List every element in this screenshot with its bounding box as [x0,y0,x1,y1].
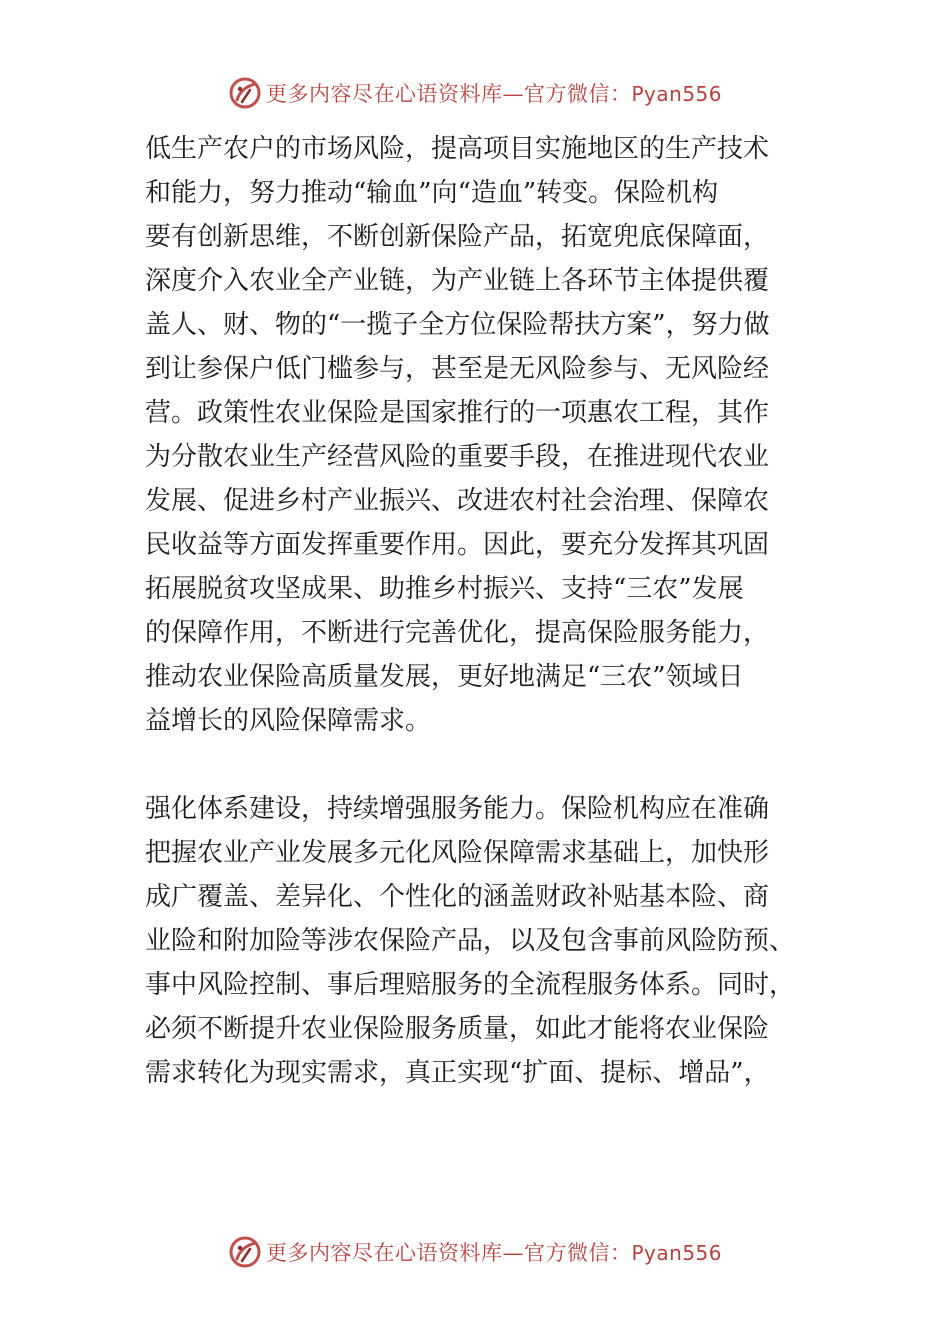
text-line: 事中风险控制、事后理赔服务的全流程服务体系。同时， [145,970,796,1000]
brand-logo-icon [228,1235,262,1269]
footer-watermark [0,1232,950,1272]
footer-wechat-label: 官方微信： [523,1241,632,1265]
text-line: 益增长的风险保障需求。 [145,706,432,736]
text-line: 民收益等方面发挥重要作用。因此，要充分发挥其巩固 [145,530,770,560]
document-body [145,127,815,1095]
text-line: 盖人、财、物的“一揽子全方位保险帮扶方案”，努力做 [145,310,770,340]
text-line: 推动农业保险高质量发展，更好地满足“三农”领域日 [145,662,744,692]
brand-logo-icon [228,76,262,110]
footer-brand: 更多内容尽在心语资料库 [265,1241,503,1265]
paragraph-2 [145,787,815,1095]
footer-watermark-text [266,1237,722,1267]
text-line: 拓展脱贫攻坚成果、助推乡村振兴、支持“三农”发展 [145,574,744,604]
header-separator: — [502,82,524,106]
text-line: 需求转化为现实需求，真正实现“扩面、提标、增品”， [145,1058,770,1088]
text-line: 深度介入农业全产业链，为产业链上各环节主体提供覆 [145,266,770,296]
text-line: 成广覆盖、差异化、个性化的涵盖财政补贴基本险、商 [145,882,770,912]
text-line: 和能力，努力推动“输血”向“造血”转变。保险机构 [145,178,719,208]
text-line: 的保障作用，不断进行完善优化，提高保险服务能力， [145,618,770,648]
text-line: 低生产农户的市场风险，提高项目实施地区的生产技术 [145,134,770,164]
paragraph-gap [145,743,815,787]
text-line: 发展、促进乡村产业振兴、改进农村社会治理、保障农 [145,486,770,516]
header-watermark-text [266,78,722,108]
header-brand: 更多内容尽在心语资料库 [265,82,503,106]
header-wechat-id: Pyan556 [631,82,722,106]
text-line: 为分散农业生产经营风险的重要手段，在推进现代农业 [145,442,770,472]
header-watermark [0,73,950,113]
text-line: 把握农业产业发展多元化风险保障需求基础上，加快形 [145,838,770,868]
text-line: 营。政策性农业保险是国家推行的一项惠农工程，其作 [145,398,770,428]
footer-separator: — [502,1241,524,1265]
footer-wechat-id: Pyan556 [631,1241,722,1265]
paragraph-1 [145,127,815,743]
text-line: 强化体系建设，持续增强服务能力。保险机构应在准确 [145,794,770,824]
text-line: 到让参保户低门槛参与，甚至是无风险参与、无风险经 [145,354,770,384]
text-line: 要有创新思维，不断创新保险产品，拓宽兜底保障面， [145,222,770,252]
text-line: 必须不断提升农业保险服务质量，如此才能将农业保险 [145,1014,770,1044]
text-line: 业险和附加险等涉农保险产品，以及包含事前风险防预、 [145,926,796,956]
header-wechat-label: 官方微信： [523,82,632,106]
